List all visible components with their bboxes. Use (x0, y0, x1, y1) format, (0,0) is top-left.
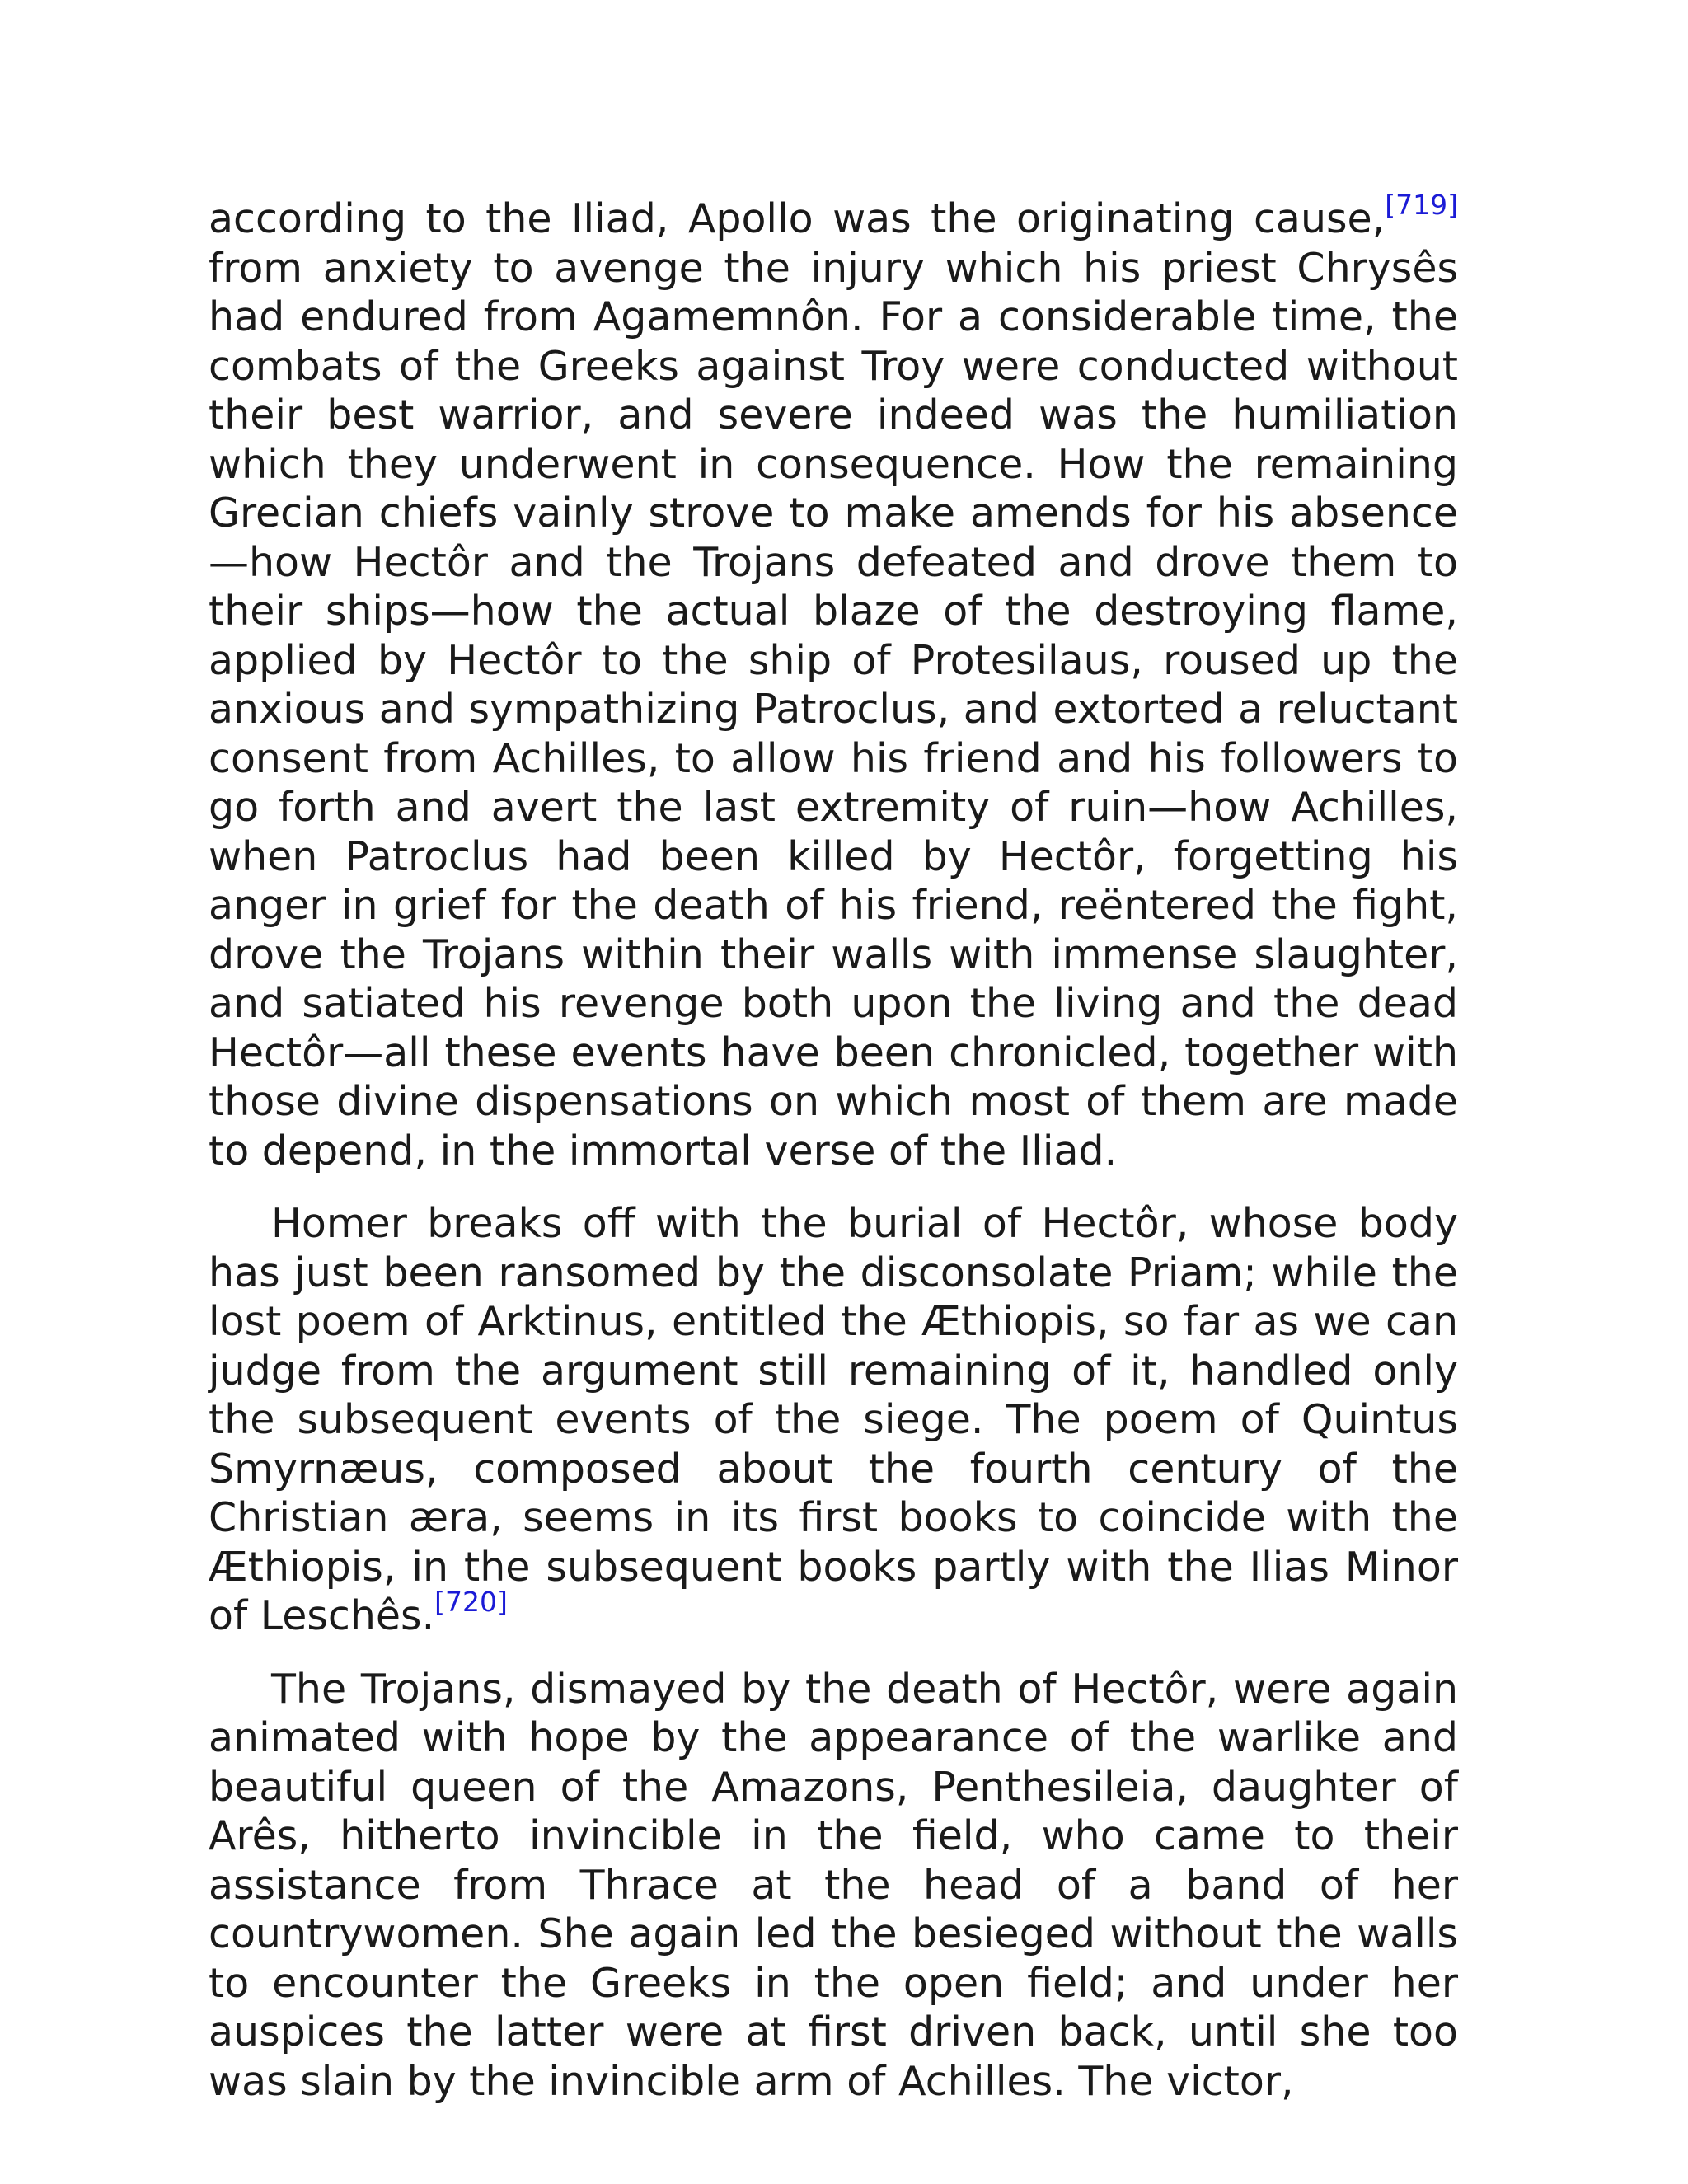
paragraph-3-text: The Trojans, dismayed by the death of Hectôr, were again animated with hope by the appearance of the warlike and beautiful queen of the Amazons, Penthesileia, daughter of Arês, hitherto invincible in the field, who came to their assistance from Thrace at the head of a band of her countrywomen. She again led the besieged without the walls to encounter the Greeks in the open field; and under her auspices the latter were at first driven back, until she too was slain by the invincible arm of Achilles. The victor, (209, 1665, 1458, 2105)
paragraph-1-text-start: according to the Iliad, Apollo was the originating cause, (209, 195, 1386, 242)
paragraph-1 (209, 189, 1458, 1175)
footnote-link-720[interactable]: [720] (434, 1586, 508, 1618)
page-body (209, 189, 1458, 2106)
paragraph-1-text-end: from anxiety to avenge the injury which his priest Chrysês had endured from Agamemnôn. For a considerable time, the combats of the Greeks against Troy were conducted without their best warrior, and severe indeed was the humiliation which they underwent in consequence. How the remaining Grecian chiefs vainly strove to make amends for his absence—how Hectôr and the Trojans defeated and drove them to their ships—how the actual blaze of the destroying flame, applied by Hectôr to the ship of Protesilaus, roused up the anxious and sympathizing Patroclus, and extorted a reluctant consent from Achilles, to allow his friend and his followers to go forth and avert the last extremity of ruin—how Achilles, when Patroclus had been killed by Hectôr, forgetting his anger in grief for the death of his friend, reëntered the fight, drove the Trojans within their walls with immense slaughter, and satiated his revenge both upon the living and the dead Hectôr—all these events have been chronicled, together with those divine dispensations on which most of them are made to depend, in the immortal verse of the Iliad. (209, 244, 1458, 1174)
paragraph-2-text: Homer breaks off with the burial of Hectôr, whose body has just been ransomed by the disconsolate Priam; while the lost poem of Arktinus, entitled the Æthiopis, so far as we can judge from the argument still remaining of it, handled only the subsequent events of the siege. The poem of Quintus Smyrnæus, composed about the fourth century of the Christian æra, seems in its first books to coincide with the Æthiopis, in the subsequent books partly with the Ilias Minor of Leschês. (209, 1200, 1458, 1639)
paragraph-3 (209, 1665, 1458, 2107)
paragraph-2 (209, 1199, 1458, 1641)
footnote-link-719[interactable]: [719] (1385, 189, 1458, 221)
